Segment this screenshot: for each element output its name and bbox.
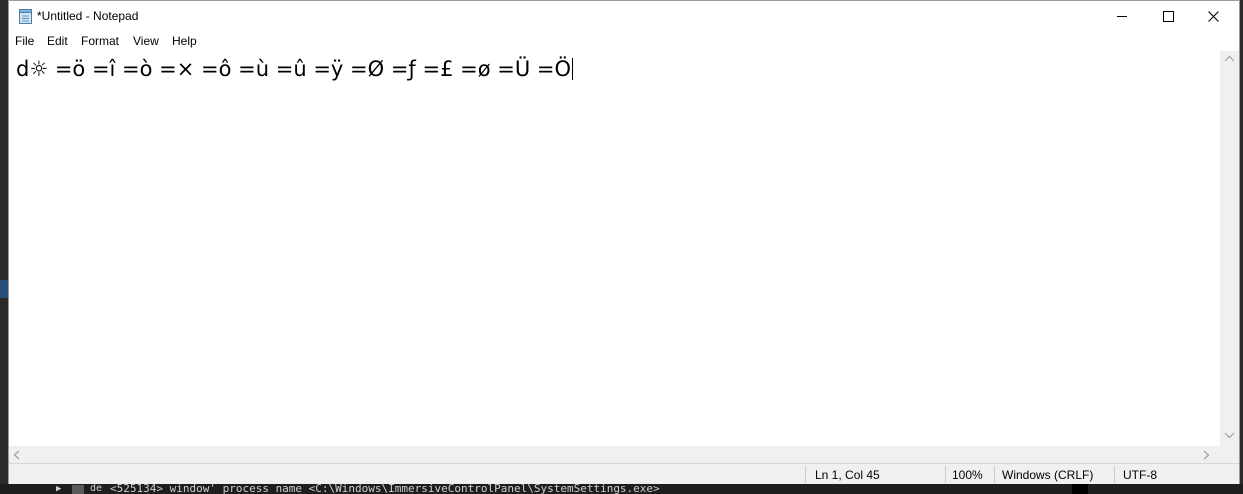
minimize-button[interactable] bbox=[1099, 1, 1145, 31]
text-caret bbox=[572, 58, 573, 80]
notepad-window bbox=[8, 0, 1240, 484]
zoom-level: 100% bbox=[952, 468, 983, 482]
terminal-block bbox=[1072, 484, 1088, 494]
cursor-position: Ln 1, Col 45 bbox=[815, 468, 880, 482]
editor-content[interactable] bbox=[16, 54, 573, 84]
window-title: *Untitled - Notepad bbox=[37, 9, 139, 23]
menu-bar bbox=[9, 31, 1239, 51]
menu-edit[interactable]: Edit bbox=[47, 34, 68, 48]
background-left-strip bbox=[0, 0, 8, 494]
vertical-scrollbar[interactable] bbox=[1220, 51, 1239, 446]
status-bar bbox=[9, 463, 1239, 484]
maximize-icon bbox=[1163, 11, 1174, 22]
maximize-button[interactable] bbox=[1145, 1, 1191, 31]
encoding: UTF-8 bbox=[1123, 468, 1157, 482]
scroll-left-icon[interactable] bbox=[13, 450, 21, 460]
close-icon bbox=[1208, 11, 1219, 22]
horizontal-scrollbar[interactable] bbox=[9, 446, 1220, 463]
minimize-icon bbox=[1117, 11, 1128, 22]
menu-help[interactable]: Help bbox=[172, 34, 197, 48]
menu-file[interactable]: File bbox=[15, 34, 35, 48]
scrollbar-corner bbox=[1220, 446, 1239, 463]
status-separator bbox=[994, 466, 995, 483]
scroll-right-icon[interactable] bbox=[1202, 450, 1210, 460]
menu-view[interactable]: View bbox=[133, 34, 159, 48]
square-icon bbox=[72, 485, 84, 494]
status-separator bbox=[945, 466, 946, 483]
status-separator bbox=[1114, 466, 1115, 483]
line-ending: Windows (CRLF) bbox=[1002, 468, 1094, 482]
close-button[interactable] bbox=[1190, 1, 1236, 31]
scroll-up-icon[interactable] bbox=[1224, 55, 1235, 63]
terminal-log-line: <525134> window' process_name <C:\Windows\ImmersiveControlPanel\SystemSettings.exe> bbox=[110, 484, 660, 494]
title-bar[interactable] bbox=[9, 1, 1239, 31]
background-terminal bbox=[0, 484, 1243, 494]
editor-text: d☼ =ö =î =ò =× =ô =ù =û =ÿ =Ø =ƒ =£ =ø =Ü =Ö bbox=[16, 57, 572, 81]
menu-format[interactable]: Format bbox=[81, 34, 120, 48]
scroll-down-icon[interactable] bbox=[1224, 431, 1235, 439]
notepad-icon bbox=[19, 9, 32, 24]
text-editor[interactable] bbox=[9, 51, 1220, 446]
status-separator bbox=[805, 466, 806, 483]
terminal-label: de bbox=[90, 484, 103, 494]
background-highlight bbox=[0, 280, 8, 298]
play-icon: ▶ bbox=[56, 484, 62, 494]
